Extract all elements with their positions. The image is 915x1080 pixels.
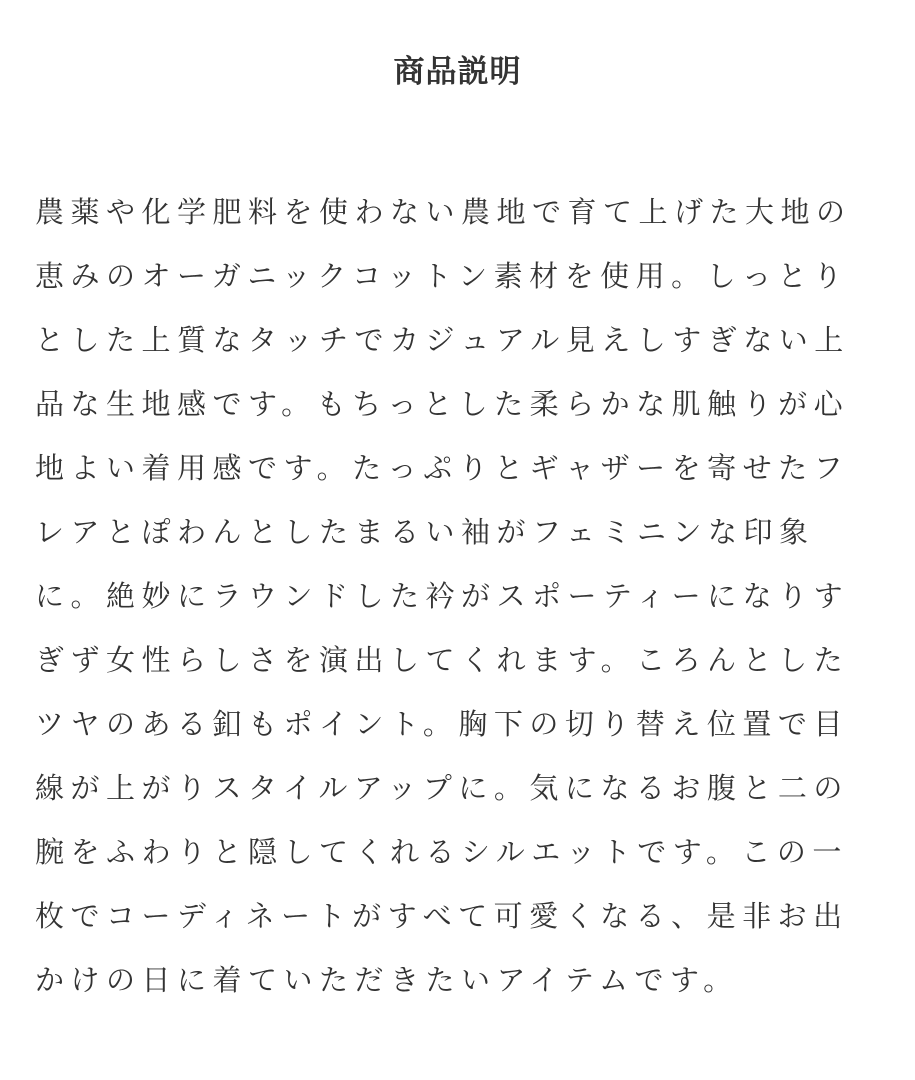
description-line: 地よい着用感です。たっぷりとギャザーを寄せたフ xyxy=(35,451,850,485)
description-line: ぎず女性らしさを演出してくれます。ころんとした xyxy=(35,643,850,677)
description-line: 枚でコーディネートがすべて可愛くなる、是非お出 xyxy=(35,899,849,933)
description-line: 腕をふわりと隠してくれるシルエットです。この一 xyxy=(35,835,848,869)
section-title: 商品説明 xyxy=(393,54,522,90)
description-line: 恵みのオーガニックコットン素材を使用。しっとり xyxy=(35,259,849,293)
description-line: 線が上がりスタイルアップに。気になるお腹と二の xyxy=(35,771,849,805)
description-line: とした上質なタッチでカジュアル見えしすぎない上 xyxy=(35,323,850,357)
description-line: 品な生地感です。もちっとした柔らかな肌触りが心 xyxy=(35,387,850,421)
description-line: レアとぽわんとしたまるい袖がフェミニンな印象 xyxy=(35,515,815,549)
description-line: 農薬や化学肥料を使わない農地で育て上げた大地の xyxy=(35,195,852,229)
description-line: かけの日に着ていただきたいアイテムです。 xyxy=(35,963,739,997)
product-description xyxy=(35,180,895,1012)
description-line: ツヤのある釦もポイント。胸下の切り替え位置で目 xyxy=(35,707,849,741)
description-line: に。絶妙にラウンドした衿がスポーティーになりす xyxy=(35,579,850,613)
